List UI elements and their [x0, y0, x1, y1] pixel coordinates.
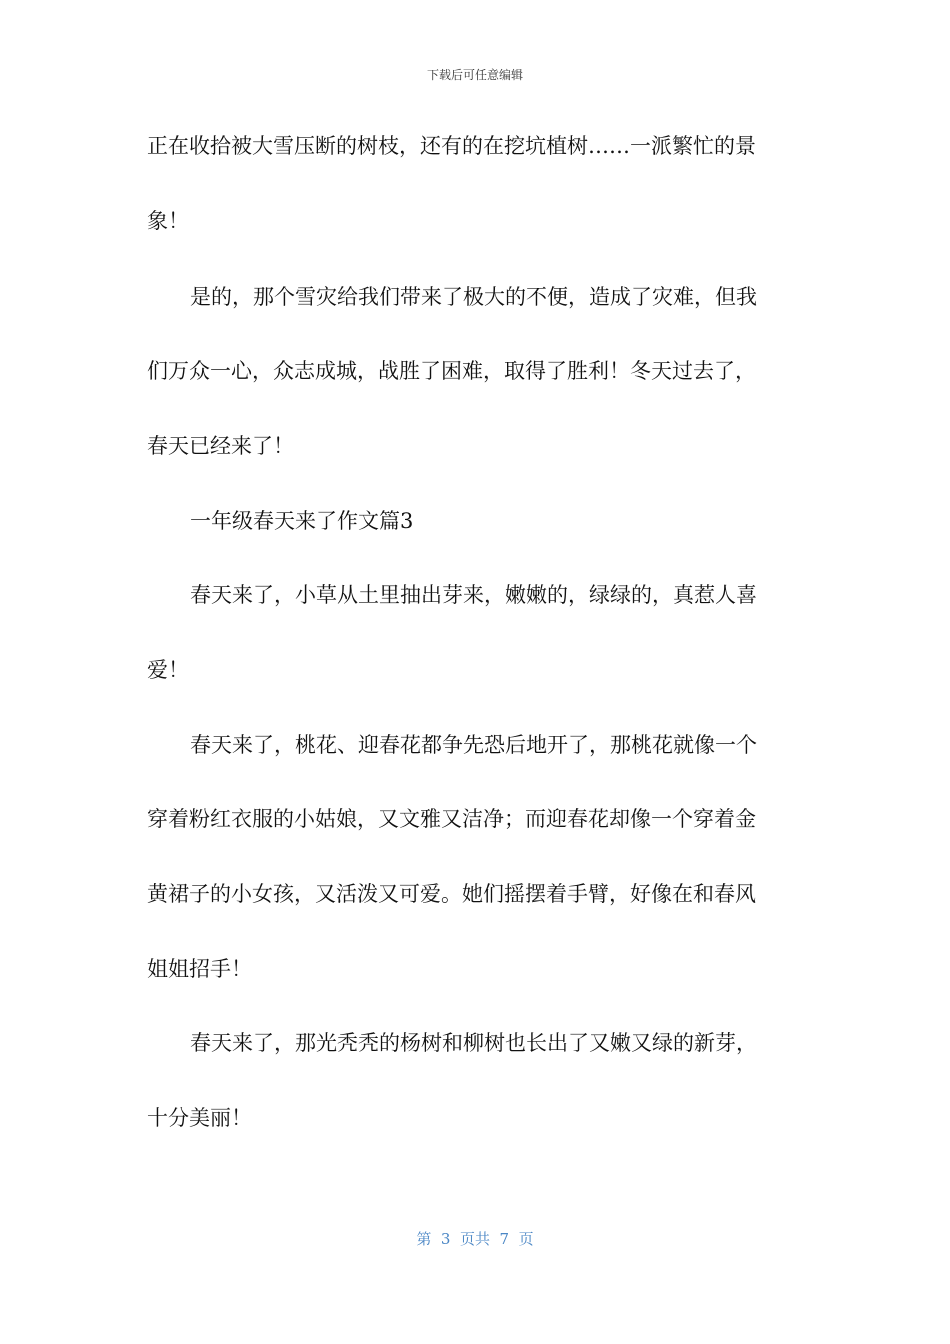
- text-line: 春天来了，桃花、迎春花都争先恐后地开了，那桃花就像一个: [190, 733, 757, 757]
- page-header: 下载后可任意编辑: [426, 68, 523, 82]
- section-heading: 一年级春天来了作文篇3: [190, 509, 414, 533]
- text-line: 黄裙子的小女孩，又活泼又可爱。她们摇摆着手臂，好像在和春风: [147, 882, 756, 906]
- text-line: 们万众一心，众志成城，战胜了困难，取得了胜利！冬天过去了，: [147, 359, 756, 383]
- text-line: 姐姐招手！: [147, 957, 252, 981]
- text-line: 春天来了，那光秃秃的杨树和柳树也长出了又嫩又绿的新芽，: [190, 1031, 757, 1055]
- text-line: 春天来了，小草从土里抽出芽来，嫩嫩的，绿绿的，真惹人喜: [190, 583, 757, 607]
- page-footer: 第 3 页共 7 页: [416, 1230, 534, 1248]
- text-line: 爱！: [147, 658, 189, 682]
- text-line: 是的，那个雪灾给我们带来了极大的不便，造成了灾难，但我: [190, 285, 757, 309]
- text-line: 穿着粉红衣服的小姑娘，又文雅又洁净；而迎春花却像一个穿着金: [147, 807, 756, 831]
- text-line: 象！: [147, 209, 189, 233]
- text-line: 春天已经来了！: [147, 434, 294, 458]
- text-line: 十分美丽！: [147, 1106, 252, 1130]
- text-line: 正在收拾被大雪压断的树枝，还有的在挖坑植树……一派繁忙的景: [147, 134, 756, 158]
